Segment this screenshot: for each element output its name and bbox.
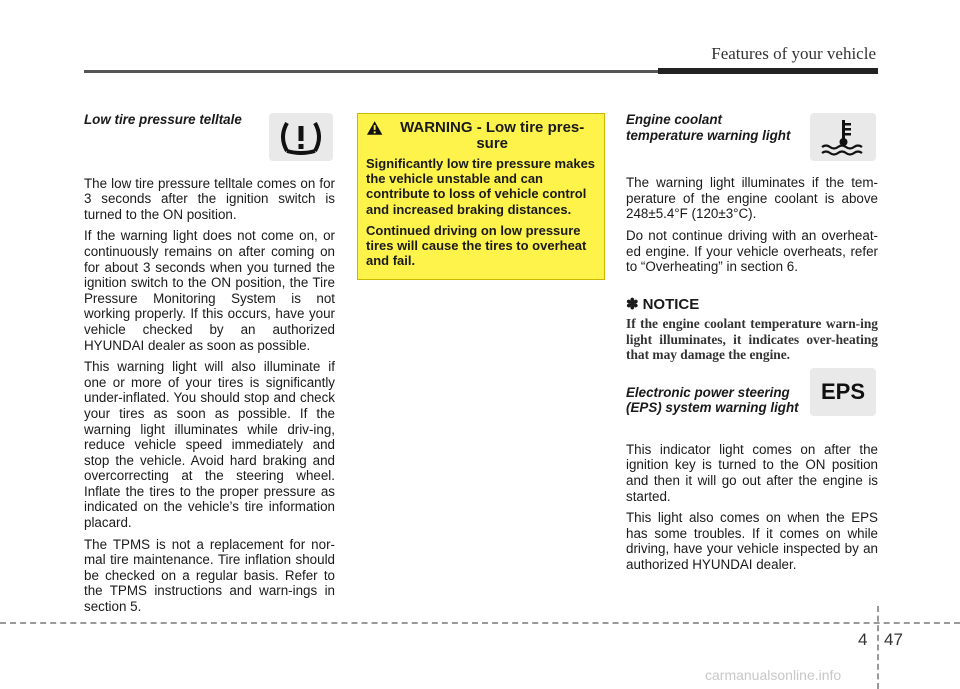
paragraph: The TPMS is not a replacement for nor-mal tire maintenance. Tire inflation should be checked on a regular basis. Refer to the TPMS instructions and warn-ings in section 5.	[84, 536, 335, 615]
footer-rule	[0, 622, 960, 624]
page-number: 47	[884, 630, 903, 649]
coolant-heading-line-2: temperature warning light	[626, 127, 791, 143]
column-engine-and-eps	[626, 112, 878, 579]
paragraph: The low tire pressure telltale comes on for 3 seconds after the ignition switch is turned to the ON position.	[84, 175, 335, 222]
paragraph: Do not continue driving with an overheat-ed engine. If your vehicle overheats, refer to “Overheating” in section 6.	[626, 227, 878, 275]
paragraph: This indicator light comes on after the ignition key is turned to the ON position and then it will go out after the engine is started.	[626, 441, 878, 504]
eps-heading-line-1: Electronic power steering	[626, 384, 790, 400]
warning-triangle-icon	[366, 120, 383, 136]
notice-title	[626, 297, 878, 313]
page-header-title: Features of your vehicle	[711, 44, 876, 63]
notice-star-icon: ✽	[626, 295, 639, 313]
paragraph: This light also comes on when the EPS has some troubles. If it comes on while driving, have your vehicle inspected by an authorized HYUNDAI dealer.	[626, 510, 878, 572]
page-number-divider	[877, 606, 879, 689]
column-low-tire-pressure	[84, 112, 335, 621]
eps-heading	[626, 385, 878, 416]
paragraph: This warning light will also illuminate if one or more of your tires is significantly under-inflated. You should stop and check your tires as soon as possible. If the warning light illuminates while driv-ing, reduce vehicle speed immediately and stop the vehicle. Avoid hard braking and overcorrecting at the steering wheel. Inflate the tires to the proper pressure as indicated on the vehicle’s tire information placard.	[84, 359, 335, 531]
warning-paragraph: Continued driving on low pressure tires will cause the tires to overheat and fail.	[366, 222, 587, 269]
paragraph: If the warning light does not come on, or continuously remains on after coming on for about 3 seconds when you turned the ignition switch to the ON position, the Tire Pressure Monitoring System is not working properly. If this occurs, have your vehicle checked by an authorized HYUNDAI dealer as soon as possible.	[84, 228, 335, 353]
paragraph: The warning light illuminates if the tem-perature of the engine coolant is above 248±5.4°F (120±3°C).	[626, 175, 878, 222]
warning-label: WARNING	[400, 119, 473, 136]
notice-text: If the engine coolant temperature warn-ing light illuminates, it indicates over-heating that may damage the engine.	[626, 316, 878, 363]
coolant-heading	[626, 112, 878, 143]
header-rule-accent	[658, 68, 878, 74]
eps-heading-line-2: (EPS) system warning light	[626, 400, 799, 416]
warning-paragraph: Significantly low tire pressure makes the vehicle unstable and can contribute to loss of vehicle control and increased braking distances.	[366, 156, 596, 217]
low-tire-pressure-heading: Low tire pressure telltale	[84, 112, 242, 127]
notice-label: NOTICE	[642, 295, 700, 313]
warning-title	[366, 120, 596, 152]
section-number: 4	[858, 630, 868, 649]
watermark: carmanualsonline.info	[705, 667, 842, 683]
coolant-heading-line-1: Engine coolant	[626, 112, 722, 127]
eps-icon-label: EPS	[820, 379, 866, 404]
warning-subject: - Low tire pres-sure	[476, 119, 585, 152]
warning-box	[357, 113, 605, 280]
